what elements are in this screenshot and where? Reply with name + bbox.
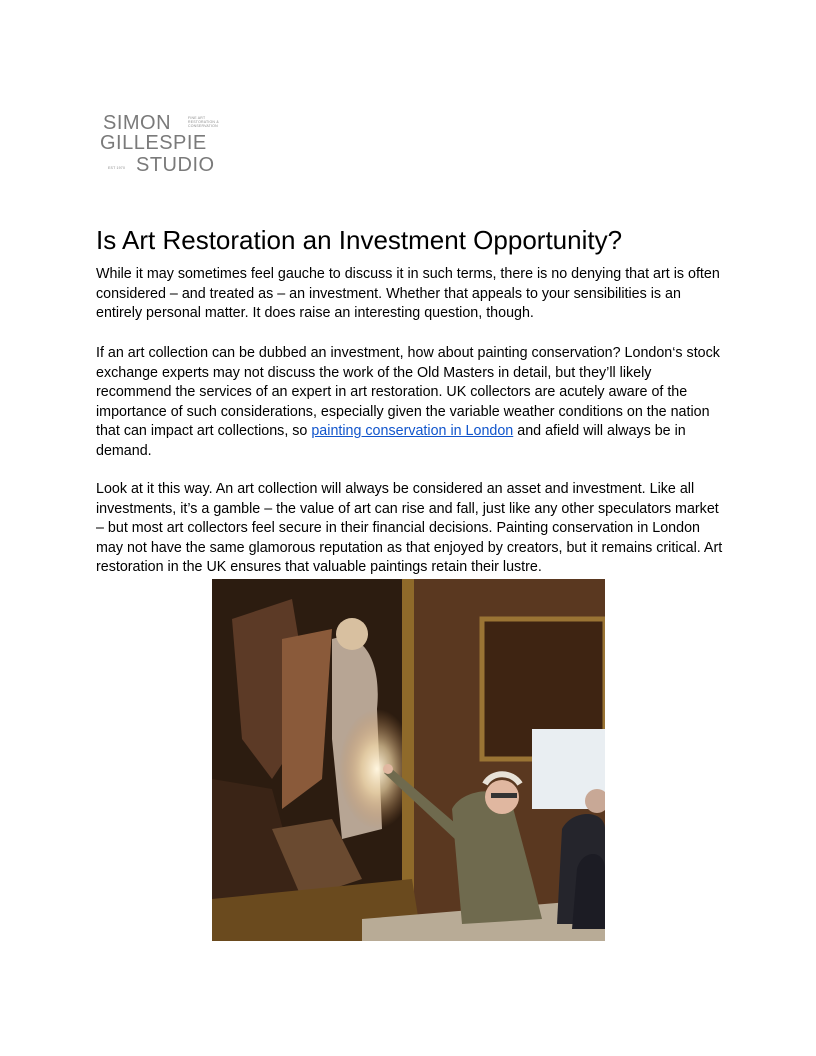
logo-line-simon: SIMON [103,112,172,134]
logo-line-gillespie: GILLESPIE [100,132,207,154]
paragraph-1: While it may sometimes feel gauche to discuss it in such terms, there is no denying that art is often considered – and treated as – an investment. Whether that appeals to your sensibilities is an entirely personal matter. It does raise an interesting question, though. [96,266,720,321]
logo-line-studio: STUDIO [136,154,215,176]
paragraph-2-text-after: and afield will always be in demand. [96,423,686,459]
page-title: Is Art Restoration an Investment Opportunity? [96,225,623,255]
painting-conservation-link[interactable]: painting conservation in London [311,423,514,439]
restoration-photo [212,579,605,941]
logo-tagline: FINE ART RESTORATION & CONSERVATION [188,116,219,128]
logo-small-text: EST 1970 [108,166,126,170]
paragraph-2-text-before: If an art collection can be dubbed an investment, how about painting conservation? London‘s stock exchange experts may not discuss the work of the Old Masters in detail, but they’ll likely recommend the services of an expert in art restoration. UK collectors are acutely aware of the importance of such considerations, especially given the variable weather conditions on the nation that can impact art collections, so [96,345,720,439]
paragraph-2 [96,344,726,461]
paragraph-3: Look at it this way. An art collection will always be considered an asset and investment. Like all investments, it’s a gamble – the value of art can rise and fall, just like any other speculators market – but most art collectors feel secure in their financial decisions. Painting conservation in London may not have the same glamorous reputation as that enjoyed by creators, but it remains critical. Art restoration in the UK ensures that valuable paintings retain their lustre. [96,481,723,575]
studio-logo [100,110,230,180]
restoration-photo-illustration [212,579,605,941]
